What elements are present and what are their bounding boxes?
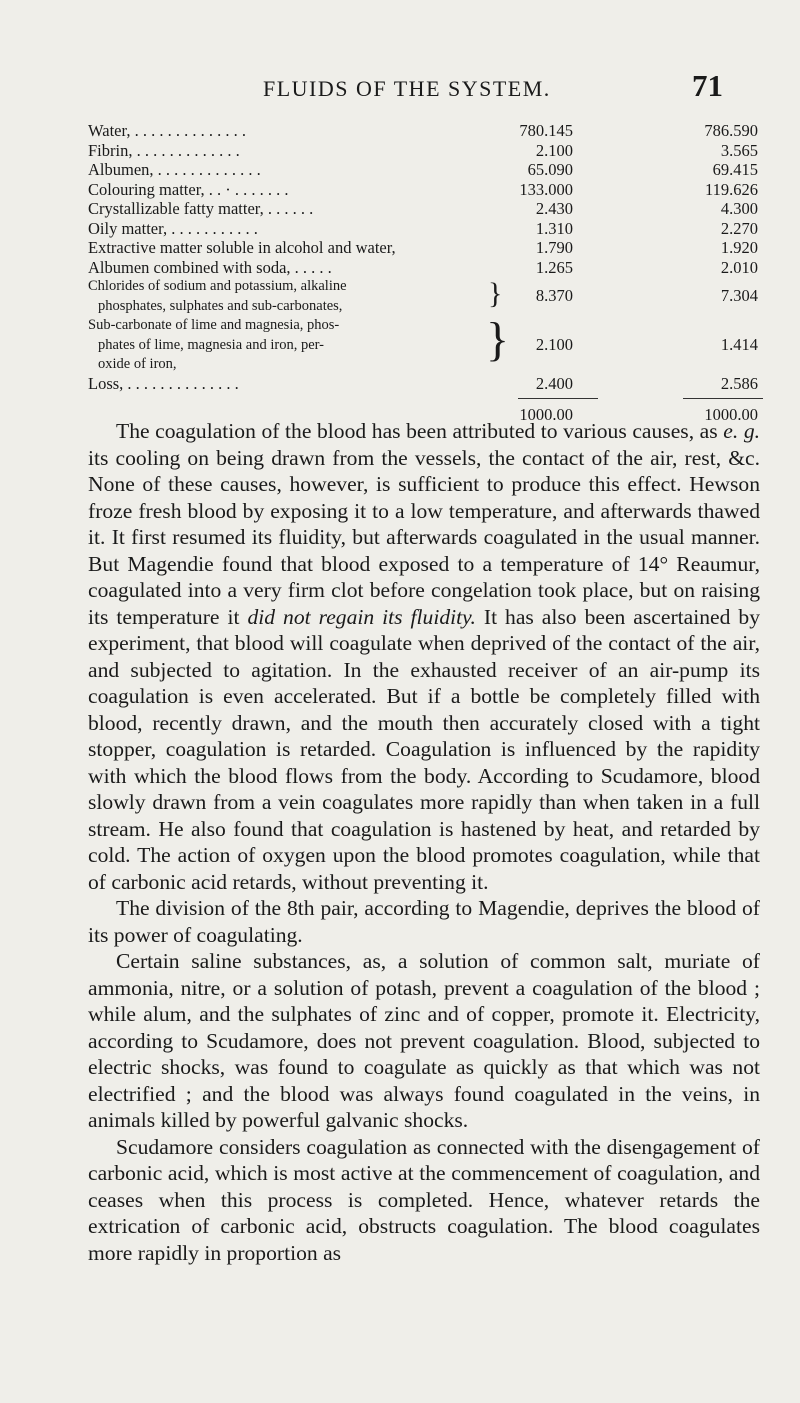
text-run: Scudamore considers coagulation as connected with the disengagement of carbonic acid, which is most active at the commencement of coagulation, and ceases when this process is completed. Hence, whatever retards the extrication of carbonic acid, obstructs coagulation. The blood coagulates more rapidly in proportion as [88, 1134, 760, 1265]
table-row [88, 121, 758, 141]
table-value: 119.626 [704, 179, 758, 199]
table-value: 2.400 [535, 374, 573, 393]
table-row [88, 180, 758, 200]
table-value: 1.920 [720, 238, 758, 257]
paragraph [88, 418, 760, 895]
table-rows [88, 121, 758, 277]
group-line: phates of lime, magnesia and iron, per- [98, 336, 324, 353]
table-value: 1.414 [720, 335, 758, 354]
table-value: 1.310 [535, 218, 573, 238]
total-value: 1000.00 [519, 404, 573, 424]
table-row [88, 199, 758, 219]
group-line: phosphates, sulphates and sub-carbonates, [98, 297, 343, 314]
body-text [88, 418, 760, 1266]
table-row [88, 160, 758, 180]
total-rules [88, 394, 758, 402]
group-line: Sub-carbonate of lime and magnesia, phos- [88, 317, 340, 333]
table-value: 7.304 [720, 286, 758, 305]
group-label [88, 277, 758, 316]
table-value: 4.300 [720, 199, 758, 218]
table-row [88, 238, 758, 258]
table-value: 2.586 [720, 374, 758, 393]
row-label: Water, . . . . . . . . . . . . . . [88, 121, 246, 140]
text-run: It has also been ascertained by experiment, that blood will coagulate when deprived of the contact of the air, and subjected to agitation. In the exhausted receiver of an air-pump its coagulation is even accelerated. But if a bottle be completely filled with blood, recently drawn, and the mouth then accurately closed with a tight stopper, coagulation is retarded. Coagulation is influenced by the rapidity with which the blood flows from the body. According to Scudamore, blood slowly drawn from a vein coagulates more rapidly than when taken in a full stream. He also found that coagulation is hastened by heat, and retarded by cold. The action of oxygen upon the blood promotes coagulation, while that of carbonic acid retards, without preventing it. [88, 604, 760, 894]
text-run: its cooling on being drawn from the vessels, the contact of the air, rest, &c. None of these causes, however, is sufficient to produce this effect. Hewson froze fresh blood by exposing it to a low temperature, and afterwards thawed it. It first resumed its fluidity, but afterwards coagulated in the usual manner. But Magendie found that blood exposed to a temperature of 14° Reaumur, coagulated into a very firm clot before congelation took place, but on raising its temperature it [88, 445, 760, 629]
paragraph [88, 1134, 760, 1267]
table-value: 69.415 [712, 160, 758, 179]
table-value: 1.790 [535, 238, 573, 257]
italic-run: e. g. [723, 419, 761, 443]
row-label: Loss, . . . . . . . . . . . . . . [88, 374, 239, 393]
brace-icon: } [486, 313, 510, 366]
row-label: Fibrin, . . . . . . . . . . . . . [88, 140, 240, 160]
loss-row [88, 374, 758, 394]
table-value: 8.370 [535, 286, 573, 305]
brace-icon: } [488, 277, 503, 310]
page-number: 71 [692, 68, 723, 103]
table-value: 780.145 [519, 121, 573, 140]
chlorides-group [88, 277, 758, 316]
divider [518, 398, 598, 399]
text-run: The coagulation of the blood has been attributed to various causes, as [116, 419, 724, 443]
table-value: 1.265 [535, 257, 573, 277]
table-row [88, 141, 758, 161]
table-value: 65.090 [527, 160, 573, 179]
row-label: Colouring matter, . . · . . . . . . . [88, 179, 289, 199]
table-value: 2.100 [535, 335, 573, 354]
row-label: Oily matter, . . . . . . . . . . . [88, 218, 258, 238]
table-value: 2.430 [535, 199, 573, 218]
row-label: Albumen, . . . . . . . . . . . . . [88, 160, 261, 179]
row-label: Extractive matter soluble in alcohol and water, [88, 238, 396, 257]
text-run: The division of the 8th pair, according to Magendie, deprives the blood of its power of coagulating. [88, 896, 760, 947]
paragraph [88, 895, 760, 948]
table-row [88, 258, 758, 278]
table-value: 2.100 [535, 140, 573, 160]
group-line: Chlorides of sodium and potassium, alkaline [88, 278, 347, 294]
text-run: Certain saline substances, as, a solution of common salt, muriate of ammonia, nitre, or a solution of potash, prevent a coagulation of the blood ; while alum, and the sulphates of zinc and of copper, promote it. Electricity, according to Scudamore, does not prevent coagulation. Blood, subjected to electric shocks, was found to coagulate as quickly as that which was not electrified ; and the blood was always found coagulated in the veins, in animals killed by powerful galvanic shocks. [88, 949, 760, 1132]
carbonates-group [88, 313, 758, 374]
table-value: 2.270 [720, 218, 758, 238]
italic-run: did not regain its fluidity. [247, 604, 476, 629]
running-head: FLUIDS OF THE SYSTEM. [263, 76, 551, 101]
table-value: 2.010 [720, 257, 758, 277]
table-value: 786.590 [704, 121, 758, 140]
divider [683, 398, 763, 399]
row-label: Crystallizable fatty matter, . . . . . . [88, 199, 314, 218]
group-line: oxide of iron, [98, 356, 177, 372]
row-label: Albumen combined with soda, . . . . . [88, 257, 332, 277]
total-value: 1000.00 [704, 404, 758, 424]
paragraph [88, 948, 760, 1134]
table-value: 3.565 [720, 140, 758, 160]
composition-table [88, 121, 758, 424]
page-header [0, 70, 800, 110]
group-label [88, 313, 758, 375]
table-row [88, 219, 758, 239]
table-value: 133.000 [519, 179, 573, 199]
